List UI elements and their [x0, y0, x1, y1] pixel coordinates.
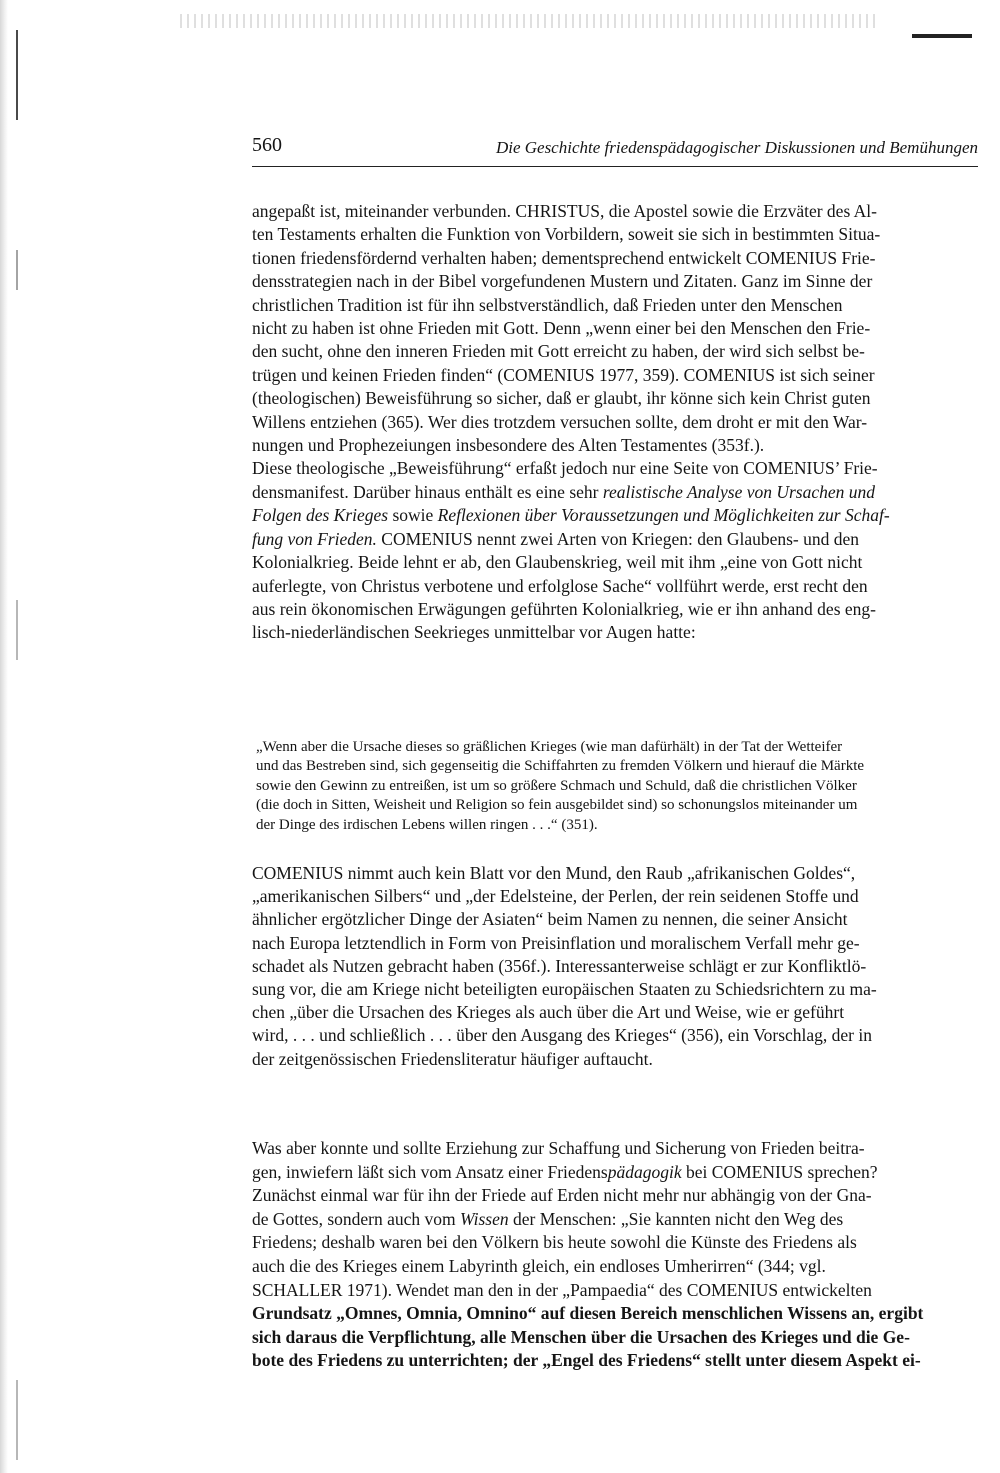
text-run: gen, inwiefern läßt sich vom Ansatz einer Friedens [252, 1161, 608, 1182]
text-line: SCHALLER 1971). Wendet man den in der „Pampaedia“ des COMENIUS entwickelten [252, 1279, 872, 1300]
text-run: bei COMENIUS sprechen? [681, 1161, 878, 1182]
text-line: sich daraus die Verpflichtung, alle Menschen über die Ursachen des Krieges und die Ge- [252, 1326, 910, 1347]
scan-mark [16, 30, 18, 120]
text-line: der zeitgenössischen Friedensliteratur häufiger auftaucht. [252, 1048, 653, 1069]
text-line [252, 1161, 980, 1185]
text-line: Diese theologische „Beweisführung“ erfaßt jedoch nur eine Seite von COMENIUS’ Frie- [252, 458, 878, 479]
text-line: densstrategien nach in der Bibel vorgefundenen Mustern und Zitaten. Ganz im Sinne der [252, 271, 873, 292]
text-line: Willens entziehen (365). Wer dies trotzdem versuchen sollte, dem droht er mit den War- [252, 411, 868, 432]
text-line: nungen und Prophezeiungen insbesondere des Alten Testamentes (353f.). [252, 435, 765, 456]
text-line: tionen friedensfördernd verhalten haben; dementsprechend entwickelt COMENIUS Frie- [252, 247, 876, 268]
paragraph-2 [252, 862, 980, 1071]
emphasis: realistische Analyse von Ursachen und [602, 481, 876, 502]
text-line: auch die des Krieges einem Labyrinth gleich, ein endloses Umherirren“ (344; vgl. [252, 1255, 826, 1276]
text-line: chen „über die Ursachen des Krieges als auch über die Art und Weise, wie er geführt [252, 1002, 845, 1023]
text-line: christlichen Tradition ist für ihn selbstverständlich, daß Frieden unter den Menschen [252, 294, 843, 315]
quote-line: der Dinge des irdischen Lebens willen ringen . . .“ (351). [256, 816, 598, 833]
quote-line: (die doch in Sitten, Weisheit und Religion so fein ausgebildet sind) so schonungslos miteinander um [256, 797, 858, 814]
text-line: nach Europa letztendlich in Form von Preisinflation und moralischem Verfall mehr ge- [252, 932, 860, 953]
scan-shadow-edge [0, 0, 8, 1473]
text-line: Kolonialkrieg. Beide lehnt er ab, den Glaubenskrieg, weil mit ihm „eine von Gott nicht [252, 552, 863, 573]
text-line: lisch-niederländischen Seekrieges unmittelbar vor Augen hatte: [252, 622, 696, 643]
text-line [252, 504, 980, 527]
text-line: Friedens; deshalb waren bei den Völkern bis heute sowohl die Künste des Friedens als [252, 1232, 857, 1253]
scan-mark [16, 600, 18, 660]
emphasis: Wissen [460, 1208, 509, 1229]
scan-mark [912, 34, 972, 38]
text-line: aus rein ökonomischen Erwägungen geführten Kolonialkrieg, wie er ihn anhand des eng- [252, 598, 876, 619]
text-run: densmanifest. Darüber hinaus enthält es eine sehr [252, 481, 603, 502]
text-run: de Gottes, sondern auch vom [252, 1208, 461, 1229]
text-line: ähnlicher ergötzlicher Dinge der Asiaten“ beim Namen zu nennen, die seiner Ansicht [252, 909, 848, 930]
text-run: COMENIUS nennt zwei Arten von Kriegen: den Glaubens- und den [376, 528, 860, 549]
text-line: wird, . . . und schließlich . . . über den Ausgang des Krieges“ (356), ein Vorschlag, der in [252, 1025, 872, 1046]
text-line [252, 481, 980, 504]
paragraph-1 [252, 200, 980, 645]
emphasis: fung von Frieden. [252, 528, 377, 549]
quote-line: sowie den Gewinn zu entreißen, ist um so größere Schmach und Schuld, daß die christlichen Völker [256, 777, 857, 794]
text-line: Was aber konnte und sollte Erziehung zur Schaffung und Sicherung von Frieden beitra- [252, 1138, 865, 1158]
text-line: nicht zu haben ist ohne Frieden mit Gott. Denn „wenn einer bei den Menschen den Frie- [252, 318, 871, 339]
page-number: 560 [252, 134, 282, 156]
emphasis: Folgen des Krieges [252, 505, 389, 526]
text-line: (theologischen) Beweisführung so sicher, daß er glaubt, ihr könne sich kein Christ guten [252, 388, 871, 409]
emphasis: pädagogik [607, 1161, 682, 1182]
text-line [252, 1208, 980, 1232]
block-quote [256, 738, 976, 835]
text-line: „amerikanischen Silbers“ und „der Edelsteine, der Perlen, der rein seidenen Stoffe und [252, 886, 859, 907]
text-line: bote des Friedens zu unterrichten; der „Engel des Friedens“ stellt unter diesem Aspekt ei- [252, 1350, 921, 1371]
quote-line: und das Bestreben sind, sich gegenseitig die Schiffahrten zu fremden Völkern und hierauf die Märkte [256, 758, 865, 775]
quote-line: „Wenn aber die Ursache dieses so gräßlichen Krieges (wie man dafürhält) in der Tat der Wetteifer [256, 739, 843, 755]
scan-mark [16, 250, 18, 290]
text-line: den sucht, ohne den inneren Frieden mit Gott erreicht zu haben, der wird sich selbst be- [252, 341, 865, 362]
running-title: Die Geschichte friedenspädagogischer Diskussionen und Bemühungen [495, 138, 978, 157]
text-line: auferlegte, von Christus verbotene und erfolglose Sache“ vollführt werde, erst recht den [252, 575, 868, 596]
text-line: schadet als Nutzen gebracht haben (356f.). Interessanterweise schlägt er zur Konfliktlö- [252, 955, 867, 976]
text-line [252, 528, 980, 551]
page-header [252, 134, 978, 167]
text-line: Zunächst einmal war für ihn der Friede auf Erden nicht mehr nur abhängig von der Gna- [252, 1185, 872, 1206]
scan-smudge [180, 14, 880, 28]
text-run: sowie [388, 505, 438, 526]
paragraph-3 [252, 1137, 980, 1373]
emphasis: Reflexionen über Voraussetzungen und Möglichkeiten zur Schaf- [437, 505, 890, 526]
text-run: der Menschen: „Sie kannten nicht den Weg des [508, 1208, 844, 1229]
text-line: Grundsatz „Omnes, Omnia, Omnino“ auf diesen Bereich menschlichen Wissens an, ergibt [252, 1303, 924, 1324]
text-line: COMENIUS nimmt auch kein Blatt vor den Mund, den Raub „afrikanischen Goldes“, [252, 863, 856, 883]
scan-mark [16, 1380, 18, 1460]
text-line: sung vor, die am Kriege nicht beteiligten europäischen Staaten zu Schiedsrichtern zu ma- [252, 979, 877, 1000]
text-line: ten Testaments erhalten die Funktion von Vorbildern, soweit sie sich in bestimmten Situa- [252, 224, 881, 245]
text-line: angepaßt ist, miteinander verbunden. CHRISTUS, die Apostel sowie die Erzväter des Al- [252, 201, 878, 221]
text-line: trügen und keinen Frieden finden“ (COMENIUS 1977, 359). COMENIUS ist sich seiner [252, 364, 875, 385]
